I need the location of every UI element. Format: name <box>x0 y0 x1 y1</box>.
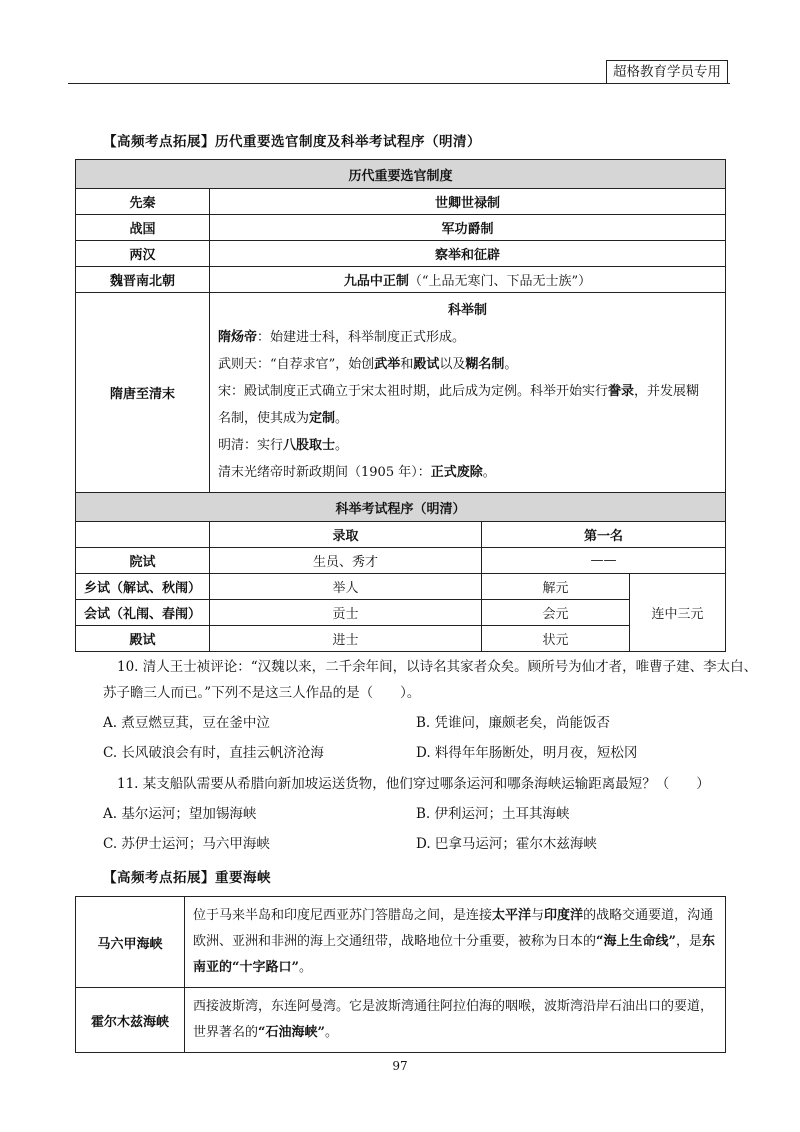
strait-name: 霍尔木兹海峡 <box>76 988 185 1053</box>
strait-description: 西接波斯湾，东连阿曼湾。它是波斯湾通往阿拉伯海的咽喉，波斯湾沿岸石油出口的要道，世界著名的“石油海峡”。 <box>185 988 726 1053</box>
exam-admit: 生员、秀才 <box>210 548 482 574</box>
keju-description <box>210 293 726 493</box>
q11-option-b[interactable]: B. 伊利运河；土耳其海峡 <box>416 806 570 822</box>
selection-system-table <box>75 159 726 652</box>
era-cell: 隋唐至清末 <box>76 293 210 493</box>
question-10-line2: 苏子瞻三人而已。”下列不是这三人作品的是（ ）。 <box>103 685 421 701</box>
era-cell: 战国 <box>76 215 210 241</box>
keju-line: 清末光绪帝时新政期间（1905 年）：正式废除。 <box>218 465 496 480</box>
header-tag: 超格教育学员专用 <box>606 60 728 84</box>
exam-first: 解元 <box>482 574 630 600</box>
exam-row <box>76 600 726 626</box>
section-title-selection: 【高频考点拓展】历代重要选官制度及科举考试程序（明清） <box>103 134 481 150</box>
q11-option-a[interactable]: A. 基尔运河；望加锡海峡 <box>103 806 257 822</box>
exam-row <box>76 574 726 600</box>
strait-name: 马六甲海峡 <box>76 897 185 988</box>
exam-name: 殿试 <box>76 626 210 652</box>
exam-first: 会元 <box>482 600 630 626</box>
era-cell: 两汉 <box>76 241 210 267</box>
exam-name: 会试（礼闱、春闱） <box>76 600 210 626</box>
q10-option-a[interactable]: A. 煮豆燃豆萁，豆在釜中泣 <box>103 715 270 731</box>
exam-row <box>76 548 726 574</box>
triple-first-cell: 连中三元 <box>630 574 726 652</box>
keju-line: 武则天：“自荐求官”，始创武举和殿试以及糊名制。 <box>218 357 518 372</box>
system-cell: 九品中正制（“上品无寒门、下品无士族”） <box>210 267 726 293</box>
q10-option-b[interactable]: B. 凭谁问，廉颇老矣，尚能饭否 <box>416 715 611 731</box>
table-row <box>76 241 726 267</box>
exam-name: 乡试（解试、秋闱） <box>76 574 210 600</box>
keju-title: 科举制 <box>448 303 488 318</box>
q10-option-d[interactable]: D. 料得年年肠断处，明月夜，短松冈 <box>416 745 638 761</box>
table-row <box>76 189 726 215</box>
table-row <box>76 215 726 241</box>
exam-name: 院试 <box>76 548 210 574</box>
question-10-line1: 10. 清人王士祯评论：“汉魏以来，二千余年间，以诗名其家者众矣。顾所号为仙才者，唯曹子建、李太白、 <box>117 659 758 675</box>
exam-table-header: 科举考试程序（明清） <box>76 493 726 522</box>
straits-table <box>75 896 726 1053</box>
q11-option-d[interactable]: D. 巴拿马运河；霍尔木兹海峡 <box>416 836 597 852</box>
system-cell: 军功爵制 <box>210 215 726 241</box>
keju-line: 名制，使其成为定制。 <box>218 411 349 426</box>
section-title-straits: 【高频考点拓展】重要海峡 <box>103 870 271 886</box>
strait-description: 位于马来半岛和印度尼西亚苏门答腊岛之间，是连接太平洋与印度洋的战略交通要道，沟通欧洲、亚洲和非洲的海上交通纽带，战略地位十分重要，被称为日本的“海上生命线”，是东南亚的“十字路口”。 <box>185 897 726 988</box>
exam-header-row <box>76 522 726 548</box>
page-number: 97 <box>392 1059 408 1073</box>
era-cell: 魏晋南北朝 <box>76 267 210 293</box>
exam-admit: 贡士 <box>210 600 482 626</box>
exam-admit: 举人 <box>210 574 482 600</box>
keju-line: 明清：实行八股取士。 <box>218 438 349 453</box>
table-row <box>76 897 726 988</box>
exam-header-empty <box>76 522 210 548</box>
q10-option-c[interactable]: C. 长风破浪会有时，直挂云帆济沧海 <box>103 745 324 761</box>
exam-first: —— <box>482 548 726 574</box>
exam-header-admit: 录取 <box>210 522 482 548</box>
table-row <box>76 988 726 1053</box>
exam-first: 状元 <box>482 626 630 652</box>
table-header: 历代重要选官制度 <box>76 160 726 189</box>
system-cell: 世卿世禄制 <box>210 189 726 215</box>
table-row <box>76 267 726 293</box>
era-cell: 先秦 <box>76 189 210 215</box>
exam-row <box>76 626 726 652</box>
keju-line: 宋：殿试制度正式确立于宋太祖时期，此后成为定例。科举开始实行誊录，并发展糊 <box>218 384 700 399</box>
q11-option-c[interactable]: C. 苏伊士运河；马六甲海峡 <box>103 836 270 852</box>
keju-line: 隋炀帝：始建进士科，科举制度正式形成。 <box>218 330 466 345</box>
question-11-line1: 11. 某支船队需要从希腊向新加坡运送货物，他们穿过哪条运河和哪条海峡运输距离最短？（ ） <box>117 776 710 792</box>
system-cell: 察举和征辟 <box>210 241 726 267</box>
table-row-keju <box>76 293 726 493</box>
exam-header-first: 第一名 <box>482 522 726 548</box>
exam-admit: 进士 <box>210 626 482 652</box>
